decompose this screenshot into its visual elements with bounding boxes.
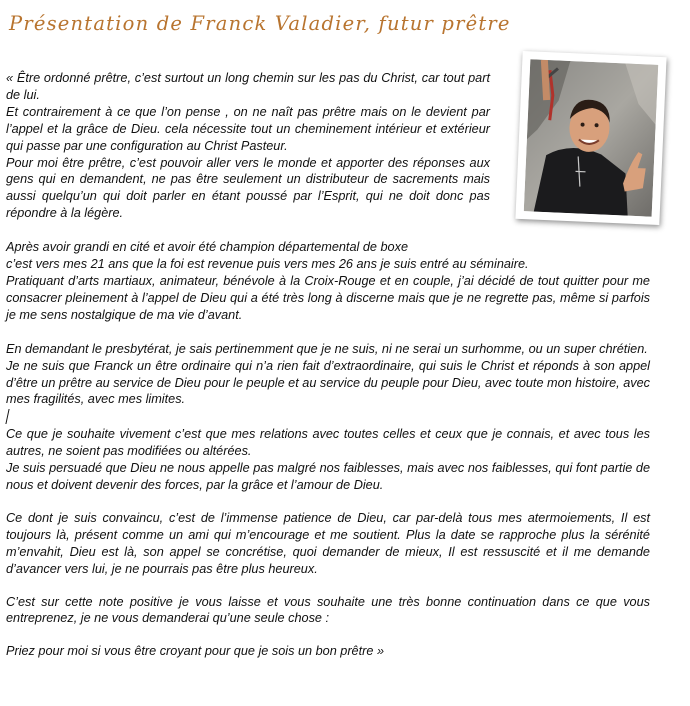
page-title: Présentation de Franck Valadier, futur prêtre bbox=[9, 12, 511, 35]
paragraph: Ce que je souhaite vivement c’est que mes relations avec toutes celles et ceux que je connais, et avec tous les autres, ne soient pas modifiées ou altérées. bbox=[6, 427, 650, 459]
paragraph: Je ne suis que Franck un être ordinaire qui n’a rien fait d’extraordinaire, qui suis le Christ et réponds à son appel d’être un prêtre au service de Dieu pour le peuple et au service du peuple pour Dieu, avec toute mon histoire, avec mes fragilités, avec mes limites. bbox=[6, 358, 650, 407]
paragraph: Et contrairement à ce que l’on pense , on ne naît pas prêtre mais on le devient par l’appel et la grâce de Dieu. cela nécessite tout un cheminement intérieur et extérieur qui passe par une configuration au Christ Pasteur. bbox=[6, 104, 490, 153]
paragraph: C’est sur cette note positive je vous laisse et vous souhaite une très bonne continuation dans ce que vous entreprenez, je ne vous demanderai qu’une seule chose : bbox=[6, 594, 650, 626]
paragraph: Je suis persuadé que Dieu ne nous appelle pas malgré nos faiblesses, mais avec nos faiblesses, qui font partie de nous et doivent devenir des forces, par la grâce et l’amour de Dieu. bbox=[6, 461, 650, 493]
paragraph: Ce dont je suis convaincu, c’est de l’immense patience de Dieu, car par-delà tous mes atermoiements, Il est toujours là, présent comme un ami qui m’encourage et me soutient. Plus la date se rapproche plus la sérénité m’envahit, Dieu est là, son appel se concrétise, quoi demander de mieux, Il est ressuscité et il me demande d’avancer vers lui, je ne pourrais pas être plus heureux. bbox=[6, 510, 650, 576]
article-body bbox=[6, 70, 650, 660]
paragraph: Pour moi être prêtre, c’est pouvoir aller vers le monde et apporter des réponses aux gens qui en demandent, ne pas être seulement un distributeur de sacrements mais aussi quelqu’un qui doit parler en étant poussé par l’Esprit, qui ne doit donc pas répondre à la légère. bbox=[6, 155, 490, 221]
paragraph: c’est vers mes 21 ans que la foi est revenue puis vers mes 26 ans je suis entré au séminaire. bbox=[6, 257, 529, 272]
paragraph: En demandant le presbytérat, je sais pertinemment que je ne suis, ni ne serai un surhomme, ou un super chrétien. bbox=[6, 341, 648, 356]
paragraph: Pratiquant d’arts martiaux, animateur, bénévole à la Croix-Rouge et en couple, j’ai décidé de tout quitter pour me consacrer pleinement à l’appel de Dieu qui a été très long à discerne mais que je ne regrette pas, même si parfois je me sens nostalgique de ma vie d’avant. bbox=[6, 273, 650, 322]
paragraph: Après avoir grandi en cité et avoir été champion départemental de boxe bbox=[6, 240, 409, 255]
text-cursor bbox=[6, 408, 650, 426]
paragraph: « Être ordonné prêtre, c’est surtout un long chemin sur les pas du Christ, car tout part de lui. bbox=[6, 71, 490, 102]
paragraph: Priez pour moi si vous être croyant pour que je sois un bon prêtre » bbox=[6, 644, 385, 659]
